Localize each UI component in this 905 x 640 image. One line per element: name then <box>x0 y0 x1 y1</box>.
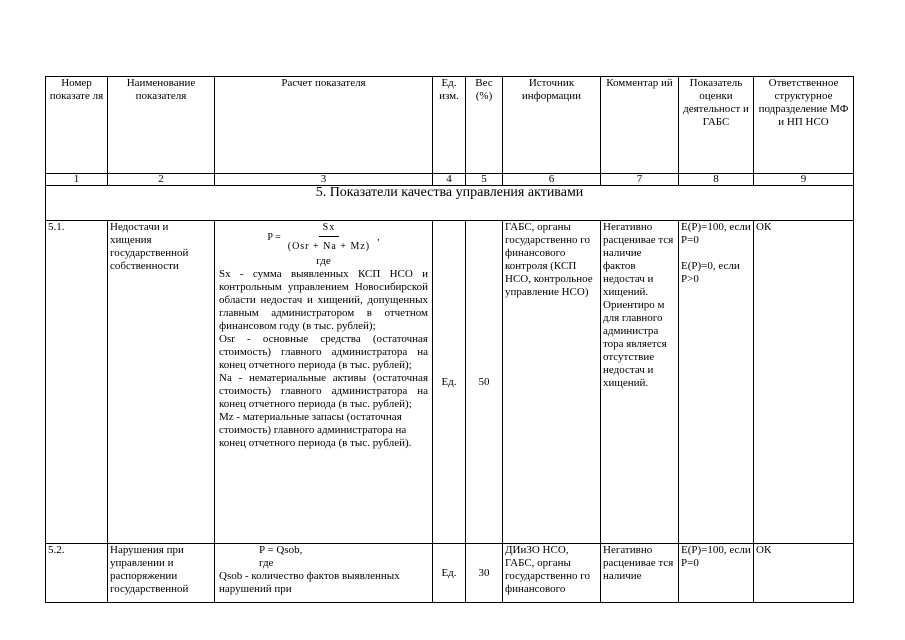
score-line: E(P)=100, если P=0 <box>681 544 751 569</box>
formula-denominator: (Osr + Na + Mz) <box>287 241 371 252</box>
weight: 30 <box>466 544 503 603</box>
score-line: E(P)=0, если P>0 <box>681 260 740 285</box>
indicator-name: Нарушения при управлении и распоряжении государственной <box>108 544 215 603</box>
calc-definition: Sx - сумма выявленных КСП НСО и контрольным управлением Новосибирской области недостач и хищений, допущенных главным администратором в отчетном финансовом году (в тыс. рублей); <box>219 268 428 332</box>
responsible-unit: ОК <box>754 221 854 544</box>
where-label: где <box>259 557 274 569</box>
column-number: 5 <box>466 174 503 186</box>
table-header-row <box>46 77 854 174</box>
column-number: 7 <box>601 174 679 186</box>
indicator-calculation <box>215 221 433 544</box>
column-number: 6 <box>503 174 601 186</box>
column-number: 2 <box>108 174 215 186</box>
info-source: ДИиЗО НСО, ГАБС, органы государственно го финансового <box>503 544 601 603</box>
indicator-calculation <box>215 544 433 603</box>
calc-definition: Mz - материальные запасы (остаточная стоимость) главного администратора на конец отчетного периода (в тыс. рублей). <box>219 411 412 449</box>
section-title: 5. Показатели качества управления активами <box>46 186 854 221</box>
comment: Негативно расценивае тся наличие <box>601 544 679 603</box>
indicator-name: Недостачи и хищения государственной собственности <box>108 221 215 544</box>
header-cell: Наименование показателя <box>108 77 215 174</box>
section-row <box>46 186 854 221</box>
score-rule <box>679 544 754 603</box>
where-label: где <box>316 255 331 267</box>
calc-definition: Osr - основные средства (остаточная стоимость) главного администратора на конец отчетного периода (в тыс. рублей); <box>219 333 428 371</box>
formula-fraction <box>284 221 374 253</box>
header-cell: Расчет показателя <box>215 77 433 174</box>
calc-definition: Qsob - количество фактов выявленных нарушений при <box>219 570 400 595</box>
weight: 50 <box>466 221 503 544</box>
score-rule <box>679 221 754 544</box>
unit: Ед. <box>433 544 466 603</box>
header-cell: Показатель оценки деятельност и ГАБС <box>679 77 754 174</box>
header-cell: Номер показате ля <box>46 77 108 174</box>
indicator-number: 5.1. <box>46 221 108 544</box>
formula-numerator: Sx <box>319 221 340 237</box>
column-number: 4 <box>433 174 466 186</box>
formula-suffix: , <box>377 231 380 243</box>
table-row <box>46 221 854 544</box>
header-cell: Ответственное структурное подразделение МФ и НП НСО <box>754 77 854 174</box>
formula-lhs: P = <box>267 231 281 243</box>
unit: Ед. <box>433 221 466 544</box>
calc-definition: Na - нематериальные активы (остаточная стоимость) главного администратора на конец отчетного периода (в тыс. рублей); <box>219 372 428 410</box>
table-row <box>46 544 854 603</box>
header-cell: Источник информации <box>503 77 601 174</box>
responsible-unit: ОК <box>754 544 854 603</box>
header-cell: Ед. изм. <box>433 77 466 174</box>
column-number-row <box>46 174 854 186</box>
header-cell: Комментар ий <box>601 77 679 174</box>
comment: Негативно расценивае тся наличие фактов недостач и хищений. Ориентиро м для главного администра тора является отсутствие недостач и хищений. <box>601 221 679 544</box>
column-number: 8 <box>679 174 754 186</box>
formula <box>219 221 428 253</box>
indicators-table <box>45 76 854 603</box>
header-cell: Вес (%) <box>466 77 503 174</box>
score-line: E(P)=100, если P=0 <box>681 221 751 246</box>
column-number: 3 <box>215 174 433 186</box>
column-number: 1 <box>46 174 108 186</box>
info-source: ГАБС, органы государственно го финансового контроля (КСП НСО, контрольное управление НСО) <box>503 221 601 544</box>
column-number: 9 <box>754 174 854 186</box>
formula-line: P = Qsob, <box>259 544 303 556</box>
indicator-number: 5.2. <box>46 544 108 603</box>
